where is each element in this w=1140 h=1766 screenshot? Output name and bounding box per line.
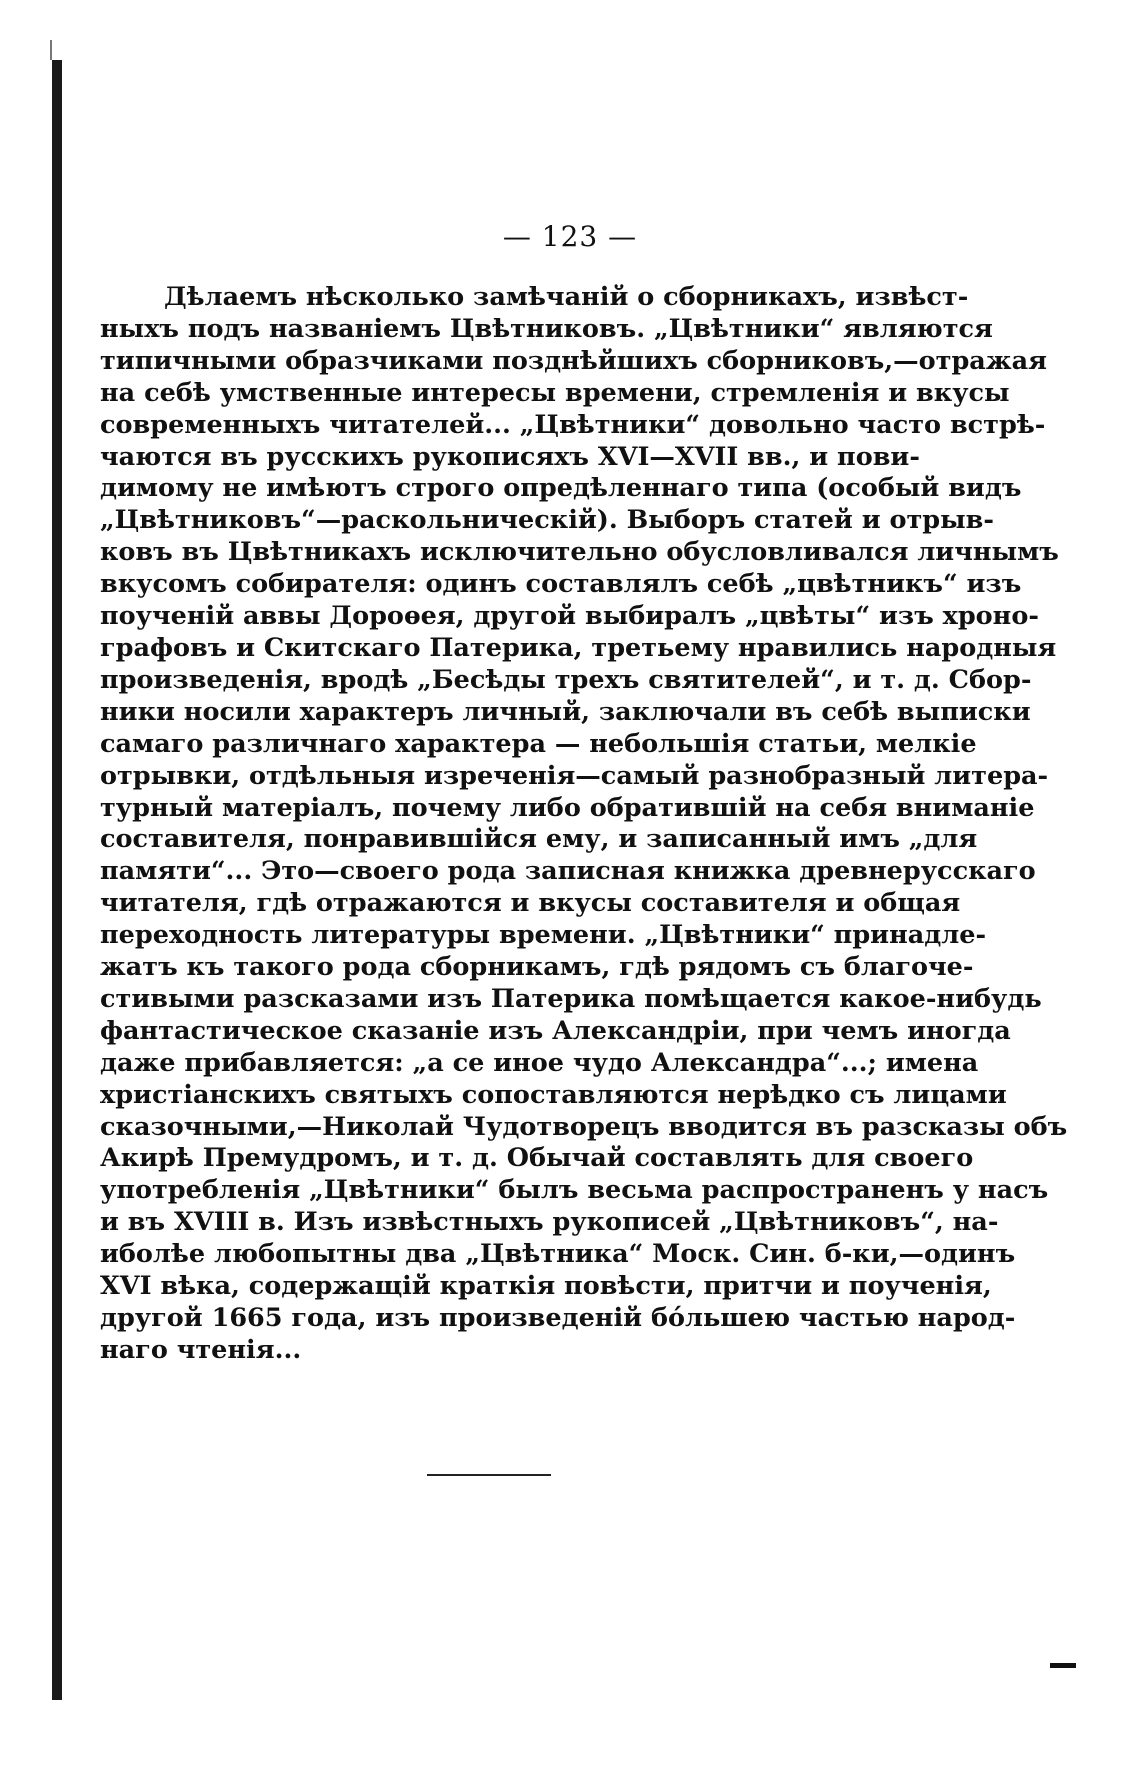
text-line: стивыми разсказами изъ Патерика помѣщается какое-нибудь — [100, 983, 1042, 1014]
scan-corner-mark — [1050, 1663, 1076, 1668]
page-number: — 123 — — [502, 220, 638, 253]
text-line: Акирѣ Премудромъ, и т. д. Обычай составлять для своего — [100, 1143, 974, 1174]
text-line: на себѣ умственные интересы времени, стремленія и вкусы — [100, 377, 1010, 408]
text-line: составителя, понравившійся ему, и записанный имъ „для — [100, 824, 978, 855]
text-line: ковъ въ Цвѣтникахъ исключительно обусловливался личнымъ — [100, 537, 1059, 568]
text-line: XVI вѣка, содержащій краткія повѣсти, притчи и поученія, — [100, 1271, 992, 1302]
text-line: переходность литературы времени. „Цвѣтники“ принадле- — [100, 920, 987, 951]
text-line: отрывки, отдѣльныя изреченія—самый разнобразный литера- — [100, 760, 1049, 791]
text-line: фантастическое сказаніе изъ Александріи, при чемъ иногда — [100, 1015, 1011, 1046]
text-line: чаются въ русскихъ рукописяхъ XVI—XVII вв., и пови- — [100, 441, 920, 472]
text-line: поученій аввы Дороѳея, другой выбиралъ „цвѣты“ изъ хроно- — [100, 601, 1039, 632]
scan-binding-edge-top — [50, 40, 52, 60]
text-line: димому не имѣютъ строго опредѣленнаго типа (особый видъ — [100, 473, 1022, 504]
text-line: даже прибавляется: „а се иное чудо Александра“...; имена — [100, 1047, 979, 1078]
text-line: другой 1665 года, изъ произведеній бо́льшею частью народ- — [100, 1303, 1016, 1333]
text-line: вкусомъ собирателя: одинъ составлялъ себѣ „цвѣтникъ“ изъ — [100, 569, 1022, 600]
text-line: иболѣе любопытны два „Цвѣтника“ Моск. Син. б-ки,—одинъ — [100, 1239, 1016, 1270]
text-line: жатъ къ такого рода сборникамъ, гдѣ рядомъ съ благоче- — [100, 952, 974, 983]
text-line: и въ XVIII в. Изъ извѣстныхъ рукописей „Цвѣтниковъ“, на- — [100, 1207, 999, 1238]
text-line: типичными образчиками позднѣйшихъ сборниковъ,—отражая — [100, 345, 1047, 376]
text-line: графовъ и Скитскаго Патерика, третьему нравились народныя — [100, 632, 1057, 663]
text-line: Дѣлаемъ нѣсколько замѣчаній о сборникахъ, извѣст- — [164, 282, 969, 312]
text-line: употребленія „Цвѣтники“ былъ весьма распространенъ у насъ — [100, 1175, 1049, 1206]
text-line: сказочными,—Николай Чудотворецъ вводится въ разсказы объ — [100, 1111, 1068, 1142]
text-line: самаго различнаго характера — небольшія статьи, мелкіе — [100, 728, 977, 759]
text-line: „Цвѣтниковъ“—раскольническій). Выборъ статей и отрыв- — [100, 505, 994, 536]
text-line: христіанскихъ святыхъ сопоставляются нерѣдко съ лицами — [100, 1079, 1007, 1110]
text-line: ныхъ подъ названіемъ Цвѣтниковъ. „Цвѣтники“ являются — [100, 313, 993, 344]
text-line: наго чтенія... — [100, 1334, 302, 1365]
text-line: читателя, гдѣ отражаются и вкусы составителя и общая — [100, 888, 961, 919]
text-line: памяти“... Это—своего рода записная книжка древнерусскаго — [100, 856, 1036, 887]
section-end-rule — [427, 1474, 551, 1476]
text-line: произведенія, вродѣ „Бесѣды трехъ святителей“, и т. д. Сбор- — [100, 664, 1032, 695]
scan-binding-edge — [52, 60, 62, 1700]
text-line: ники носили характеръ личный, заключали въ себѣ выписки — [100, 696, 1031, 727]
text-line: турный матеріалъ, почему либо обратившій на себя вниманіе — [100, 792, 1035, 823]
text-line: современныхъ читателей... „Цвѣтники“ довольно часто встрѣ- — [100, 409, 1046, 440]
body-text — [100, 282, 1068, 1367]
